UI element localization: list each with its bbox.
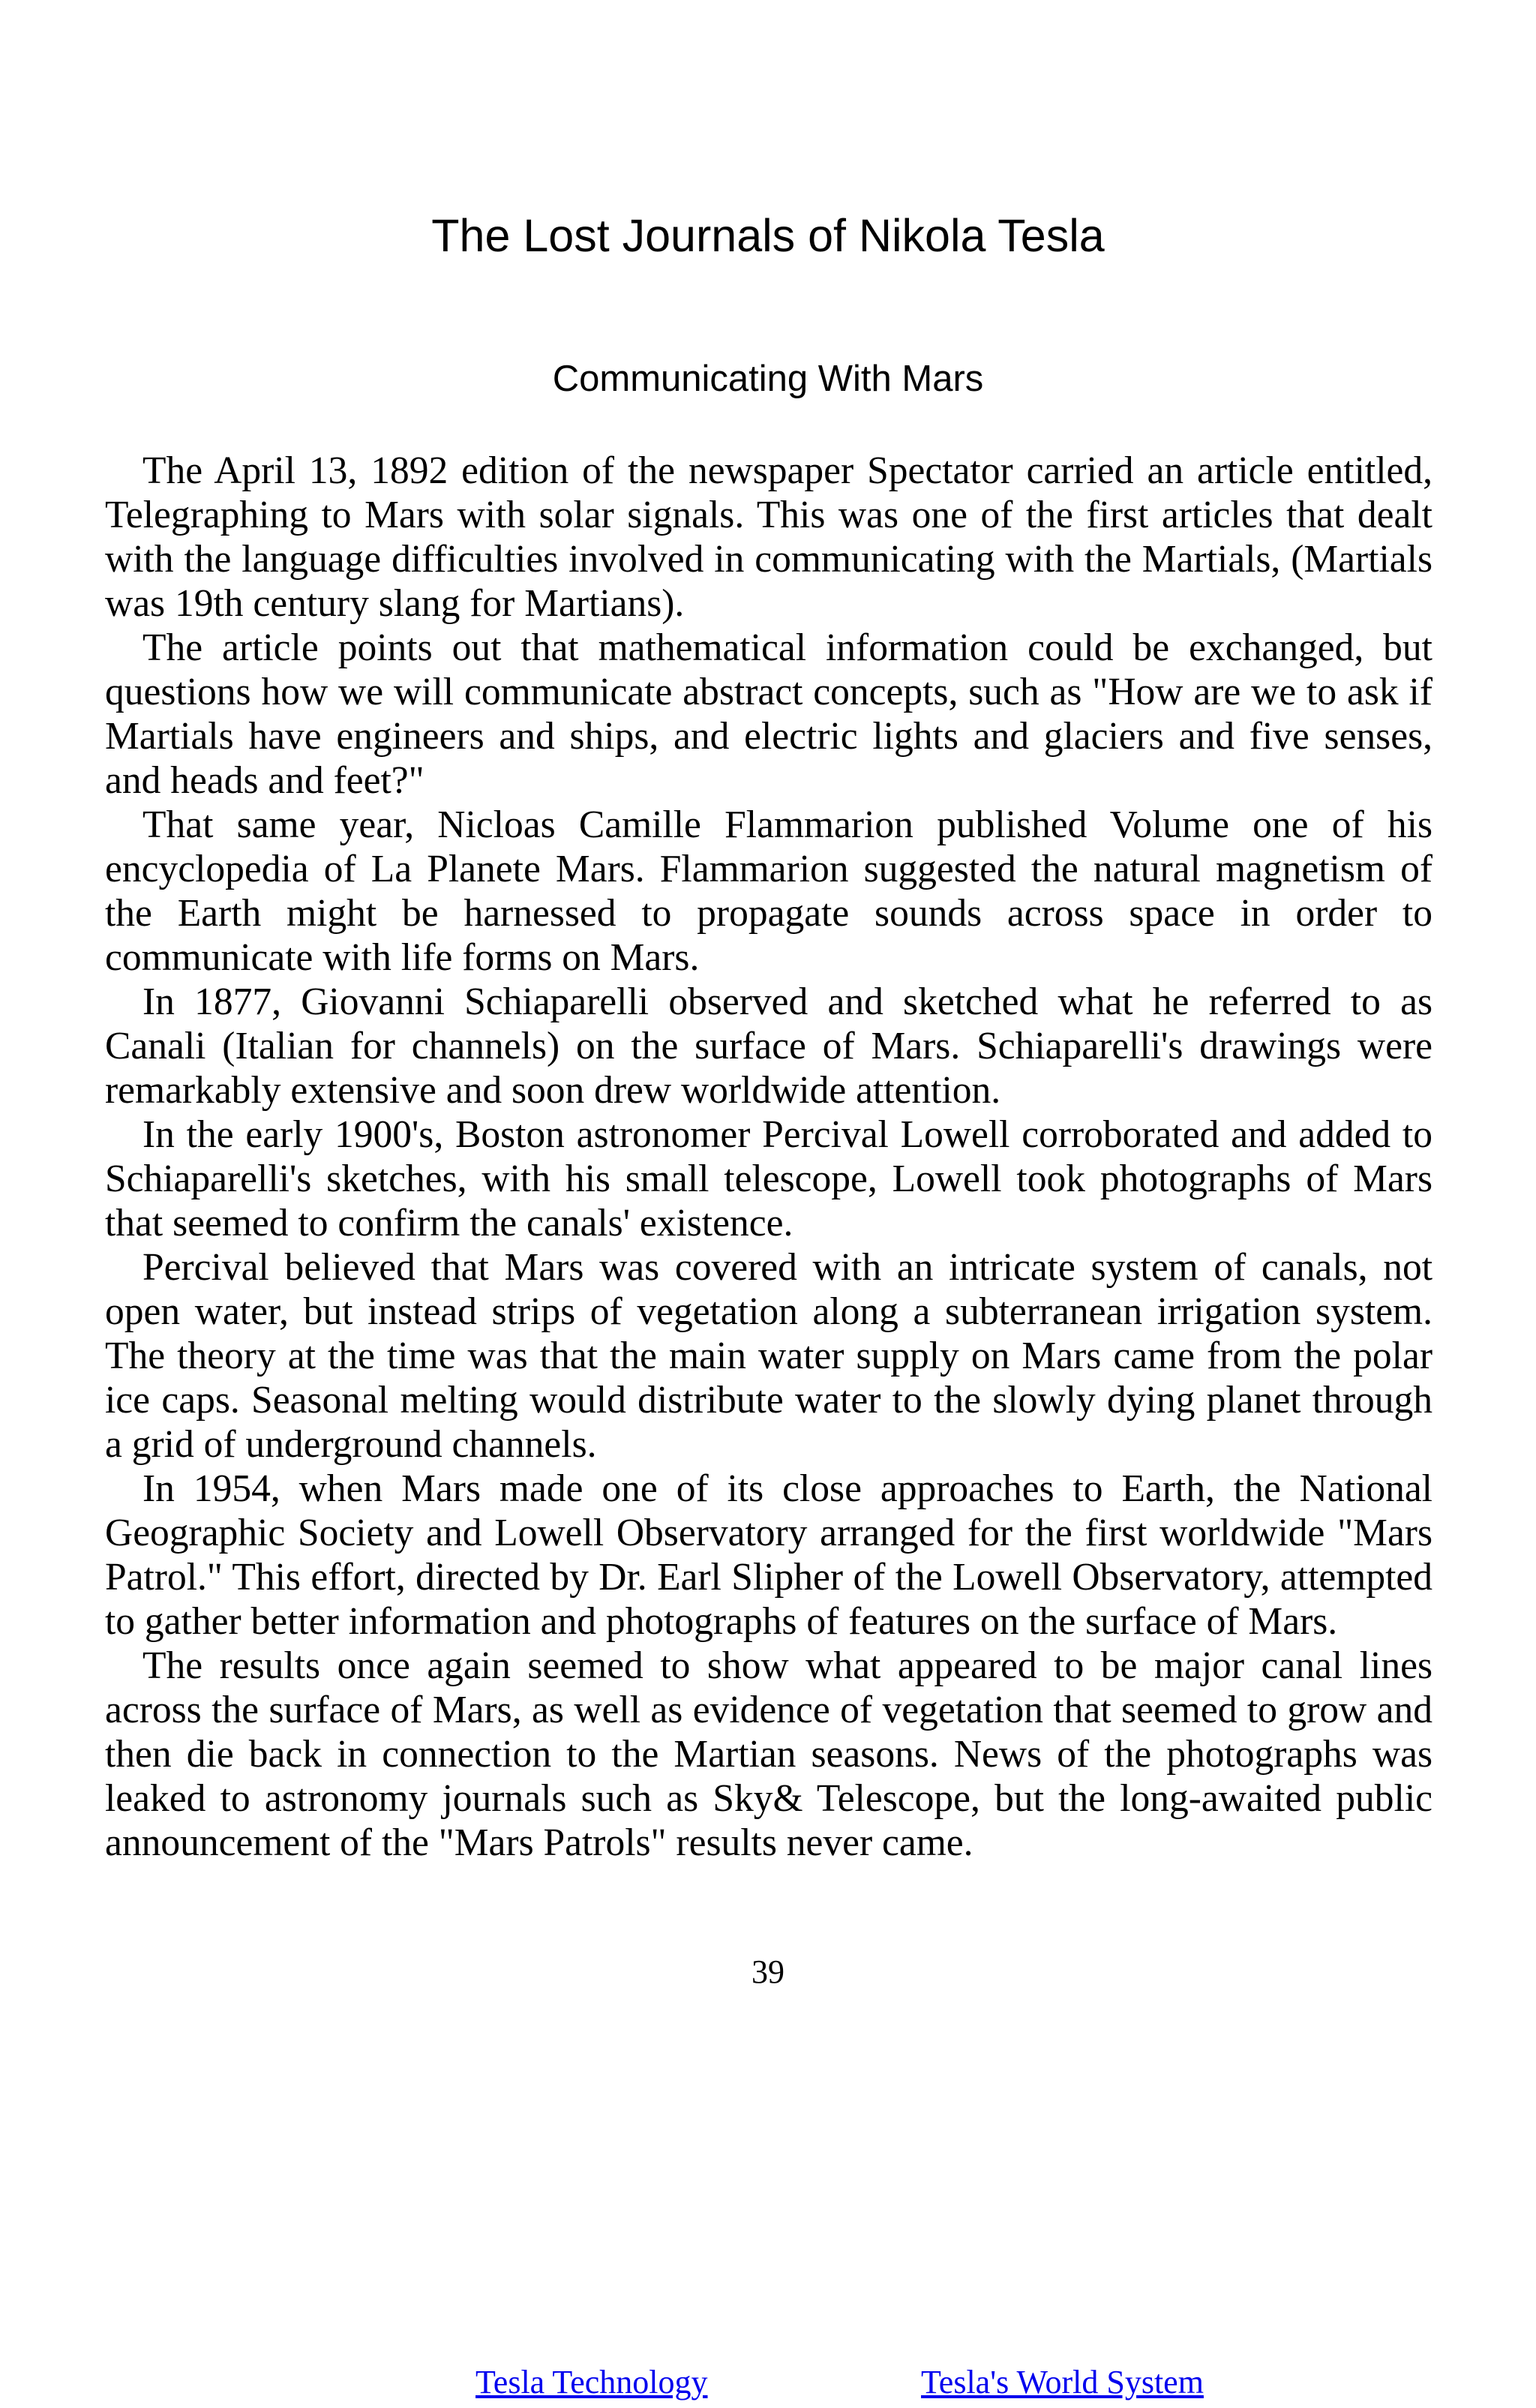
teslas-world-system-link[interactable]: Tesla's World System: [921, 2364, 1204, 2400]
paragraph: The results once again seemed to show what appeared to be major canal lines across the surface of Mars, as well as evidence of vegetation that seemed to grow and then die back in connection to the Martian seasons. News of the photographs was leaked to astronomy journals such as Sky& Telescope, but the long-awaited public announcement of the "Mars Patrols" results never came.: [105, 1644, 1432, 1864]
paragraph: In the early 1900's, Boston astronomer Percival Lowell corroborated and added to Schiaparelli's sketches, with his small telescope, Lowell took photographs of Mars that seemed to confirm the canals' existence.: [105, 1113, 1432, 1245]
paragraph: In 1877, Giovanni Schiaparelli observed and sketched what he referred to as Canali (Italian for channels) on the surface of Mars. Schiaparelli's drawings were remarkably extensive and soon drew worldwide attention.: [105, 980, 1432, 1112]
book-title: The Lost Journals of Nikola Tesla: [431, 210, 1105, 261]
tesla-technology-link[interactable]: Tesla Technology: [476, 2364, 708, 2400]
paragraph: Percival believed that Mars was covered with an intricate system of canals, not open water, but instead strips of vegetation along a subterranean irrigation system. The theory at the time was that the main water supply on Mars came from the polar ice caps. Seasonal melting would distribute water to the slowly dying planet through a grid of underground channels.: [105, 1246, 1432, 1466]
page-number: 39: [752, 1953, 784, 1990]
paragraph: The article points out that mathematical information could be exchanged, but questions how we will communicate abstract concepts, such as "How are we to ask if Martials have engineers and ships, and electric lights and glaciers and five senses, and heads and feet?": [105, 626, 1432, 802]
paragraph: That same year, Nicloas Camille Flammarion published Volume one of his encyclopedia of La Planete Mars. Flammarion suggested the natural magnetism of the Earth might be harnessed to propagate sounds across space in order to communicate with life forms on Mars.: [105, 803, 1432, 979]
paragraph: The April 13, 1892 edition of the newspaper Spectator carried an article entitled, Telegraphing to Mars with solar signals. This was one of the first articles that dealt with the language difficulties involved in communicating with the Martials, (Martials was 19th century slang for Martians).: [105, 449, 1432, 625]
chapter-title: Communicating With Mars: [552, 359, 984, 399]
article-body: [105, 449, 1432, 1865]
paragraph: In 1954, when Mars made one of its close approaches to Earth, the National Geographic Society and Lowell Observatory arranged for the first worldwide "Mars Patrol." This effort, directed by Dr. Earl Slipher of the Lowell Observatory, attempted to gather better information and photographs of features on the surface of Mars.: [105, 1467, 1432, 1643]
